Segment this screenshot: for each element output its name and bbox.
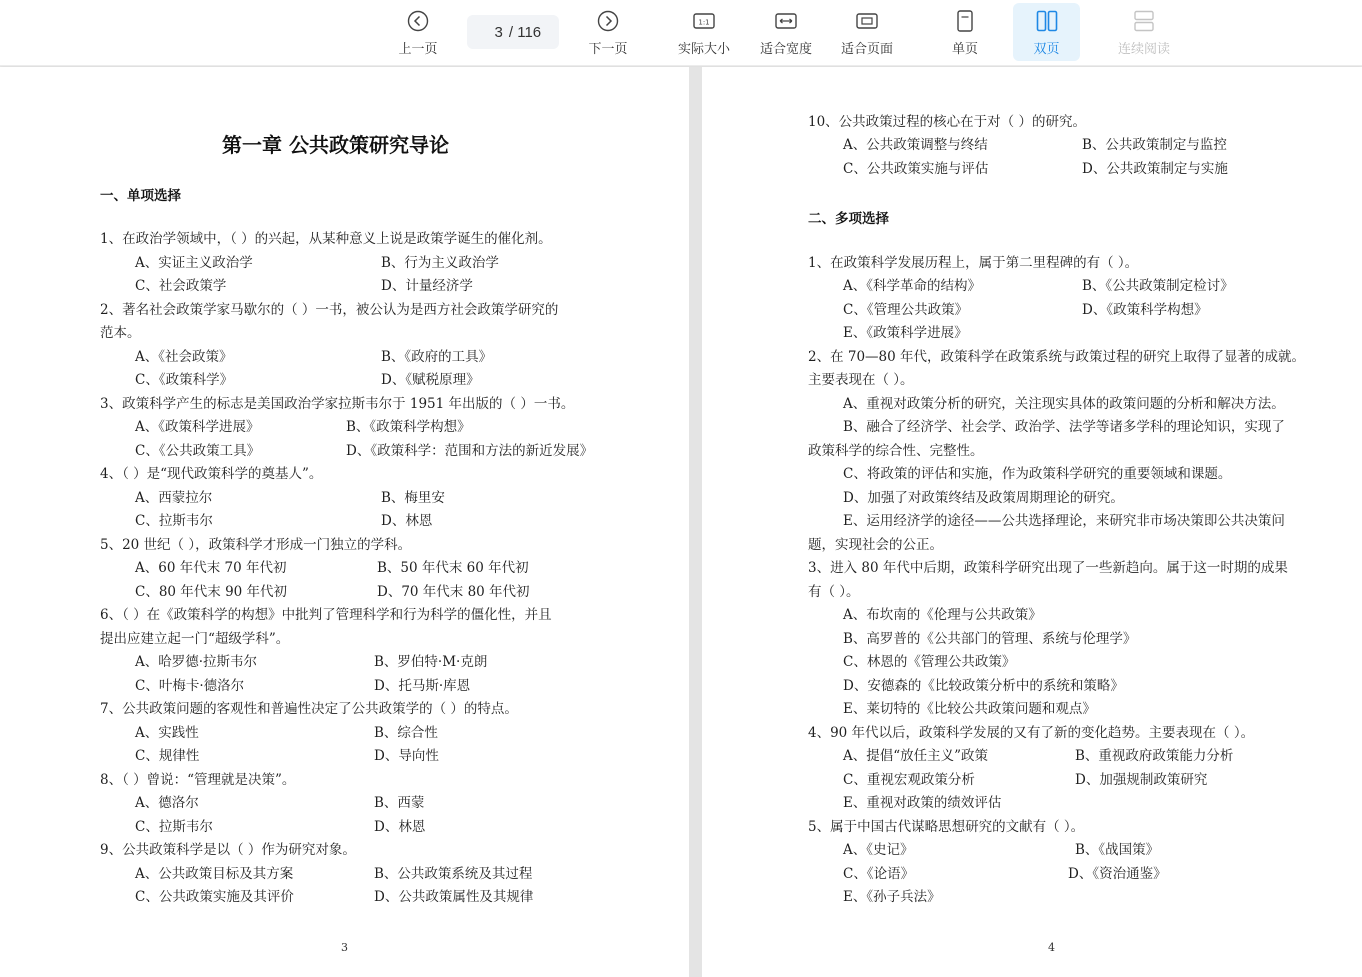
question-line: 3、政策科学产生的标志是美国政治学家拉斯韦尔于 1951 年出版的（ ）一书。 (100, 396, 575, 412)
prev-page-label: 上一页 (398, 41, 438, 56)
question-line: 2、在 70—80 年代，政策科学在政策系统与政策过程的研究上取得了显著的成就。 (808, 349, 1306, 365)
option-line: C、《公共政策工具》 (135, 443, 261, 459)
viewer-toolbar (0, 0, 1362, 66)
option-line: D、加强规制政策研究 (1075, 772, 1208, 788)
option-line: B、综合性 (374, 725, 438, 741)
option-line: A、60 年代末 70 年代初 (135, 560, 287, 576)
question-line: 主要表现在（ ）。 (808, 372, 914, 388)
page-number: 3 (341, 941, 348, 954)
fit-page-icon (856, 6, 878, 36)
option-line: D、70 年代末 80 年代初 (377, 584, 530, 600)
section-title-single-choice: 一、单项选择 (100, 188, 181, 204)
option-line: D、托马斯·库恩 (374, 678, 471, 694)
single-page-button[interactable] (942, 6, 988, 60)
actual-size-icon (693, 6, 715, 36)
chapter-title: 第一章 公共政策研究导论 (222, 133, 449, 157)
option-line: B、重视政府政策能力分析 (1075, 748, 1234, 764)
option-line: A、哈罗德·拉斯韦尔 (135, 654, 258, 670)
question-line: 5、20 世纪（ ），政策科学才形成一门独立的学科。 (100, 537, 412, 553)
option-line: D、《政策科学构想》 (1082, 302, 1208, 318)
actual-size-label: 实际大小 (677, 41, 730, 56)
option-line: C、公共政策实施及其评价 (135, 889, 294, 905)
chevron-left-icon (407, 6, 429, 36)
option-line: C、重视宏观政策分析 (843, 772, 975, 788)
section-title-multiple-choice: 二、多项选择 (808, 211, 889, 227)
option-line: A、公共政策调整与终结 (843, 137, 988, 153)
option-line: D、《资治通鉴》 (1068, 866, 1167, 882)
option-line: A、重视对政策分析的研究，关注现实具体的政策问题的分析和解决方法。 (843, 396, 1285, 412)
option-line: E、《政策科学进展》 (843, 325, 968, 341)
continuous-reading-label: 连续阅读 (1117, 41, 1170, 56)
option-line: C、拉斯韦尔 (135, 819, 213, 835)
option-line: A、西蒙拉尔 (135, 490, 213, 506)
option-line: C、林恩的《管理公共政策》 (843, 654, 1016, 670)
question-line: 4、90 年代以后，政策科学发展的又有了新的变化趋势。主要表现在（ ）。 (808, 725, 1255, 741)
option-line: B、公共政策制定与监控 (1082, 137, 1227, 153)
question-line: 1、在政策科学发展历程上，属于第二里程碑的有（ ）。 (808, 255, 1139, 271)
option-line: B、50 年代末 60 年代初 (377, 560, 529, 576)
option-line: E、运用经济学的途径——公共选择理论，来研究非市场决策即公共决策问 (843, 513, 1285, 529)
option-line: B、《政府的工具》 (381, 349, 493, 365)
question-line: 1、在政治学领域中，（ ）的兴起，从某种意义上说是政策学诞生的催化剂。 (100, 231, 552, 247)
question-line: 提出应建立起一门“超级学科”。 (100, 631, 290, 647)
fit-width-icon (775, 6, 797, 36)
question-line: 3、进入 80 年代中后期，政策科学研究出现了一些新趋向。属于这一时期的成果 (808, 560, 1288, 576)
continuous-reading-button[interactable] (1112, 6, 1176, 60)
option-line: B、罗伯特·M·克朗 (374, 654, 488, 670)
option-line: B、公共政策系统及其过程 (374, 866, 533, 882)
question-line: 10、公共政策过程的核心在于对（ ）的研究。 (808, 114, 1086, 130)
option-line: D、《政策科学：范围和方法的新近发展》 (346, 443, 594, 459)
fit-width-button[interactable] (755, 6, 817, 60)
total-pages: / 116 (508, 23, 542, 41)
chevron-right-icon (597, 6, 619, 36)
option-line: C、将政策的评估和实施，作为政策科学研究的重要领域和课题。 (843, 466, 1232, 482)
option-line: A、实证主义政治学 (135, 255, 253, 271)
fit-width-label: 适合宽度 (759, 41, 812, 56)
page-indicator (467, 15, 559, 49)
next-page-button[interactable] (583, 6, 633, 60)
question-line: 8、（ ）曾说：“管理就是决策”。 (100, 772, 296, 788)
question-line: 范本。 (100, 325, 141, 341)
option-line: C、规律性 (135, 748, 200, 764)
option-line: A、德洛尔 (135, 795, 199, 811)
option-line: B、梅里安 (381, 490, 445, 506)
option-line: E、《孙子兵法》 (843, 889, 941, 905)
option-line: D、公共政策属性及其规律 (374, 889, 534, 905)
option-line: A、《政策科学进展》 (135, 419, 260, 435)
question-line: 7、公共政策问题的客观性和普遍性决定了公共政策学的（ ）的特点。 (100, 701, 518, 717)
option-line: A、《科学革命的结构》 (843, 278, 981, 294)
option-line: D、公共政策制定与实施 (1082, 161, 1228, 177)
question-line: 4、（ ）是“现代政策科学的奠基人”。 (100, 466, 323, 482)
option-line: A、《史记》 (843, 842, 914, 858)
actual-size-button[interactable] (673, 6, 735, 60)
next-page-label: 下一页 (588, 41, 628, 56)
option-line: D、林恩 (374, 819, 426, 835)
option-line: B、融合了经济学、社会学、政治学、法学等诸多学科的理论知识，实现了 (843, 419, 1285, 435)
option-line: D、计量经济学 (381, 278, 473, 294)
option-line: E、莱切特的《比较公共政策问题和观点》 (843, 701, 1096, 717)
option-line: C、公共政策实施与评估 (843, 161, 989, 177)
single-page-label: 单页 (951, 41, 978, 56)
option-line: C、《政策科学》 (135, 372, 234, 388)
option-line: D、导向性 (374, 748, 439, 764)
question-line: 有（ ）。 (808, 584, 860, 600)
option-line: B、行为主义政治学 (381, 255, 499, 271)
page-number: 4 (1048, 941, 1055, 954)
option-line: E、重视对政策的绩效评估 (843, 795, 1002, 811)
option-line: D、安德森的《比较政策分析中的系统和策略》 (843, 678, 1124, 694)
double-page-icon (1036, 6, 1058, 36)
option-line: B、《公共政策制定检讨》 (1082, 278, 1234, 294)
option-line: D、加强了对政策终结及政策周期理论的研究。 (843, 490, 1124, 506)
option-line: A、布坎南的《伦理与公共政策》 (843, 607, 1042, 623)
option-line: A、公共政策目标及其方案 (135, 866, 294, 882)
option-line: D、《赋税原理》 (381, 372, 480, 388)
page-divider (689, 67, 702, 977)
option-line: C、80 年代末 90 年代初 (135, 584, 288, 600)
option-line: C、拉斯韦尔 (135, 513, 213, 529)
document-page-left (0, 67, 689, 977)
question-line: 5、属于中国古代谋略思想研究的文献有（ ）。 (808, 819, 1085, 835)
option-line: B、《战国策》 (1075, 842, 1160, 858)
fit-page-label: 适合页面 (840, 41, 893, 56)
option-line: C、《管理公共政策》 (843, 302, 969, 318)
question-line: 6、（ ）在《政策科学的构想》中批判了管理科学和行为科学的僵化性，并且 (100, 607, 552, 623)
option-line: B、《政策科学构想》 (346, 419, 471, 435)
option-line: 题，实现社会的公正。 (808, 537, 943, 553)
continuous-reading-icon (1133, 6, 1155, 36)
fit-page-button[interactable] (836, 6, 898, 60)
question-line: 9、公共政策科学是以（ ）作为研究对象。 (100, 842, 356, 858)
option-line: A、《社会政策》 (135, 349, 233, 365)
page-number-input[interactable] (485, 24, 503, 41)
prev-page-button[interactable] (393, 6, 443, 60)
double-page-label: 双页 (1033, 41, 1060, 56)
option-line: C、《论语》 (843, 866, 915, 882)
option-line: C、叶梅卡·德洛尔 (135, 678, 245, 694)
single-page-icon (956, 6, 974, 36)
option-line: D、林恩 (381, 513, 433, 529)
option-line: A、提倡“放任主义”政策 (843, 748, 989, 764)
document-page-right (702, 67, 1362, 977)
option-line: A、实践性 (135, 725, 199, 741)
option-line: B、高罗普的《公共部门的管理、系统与伦理学》 (843, 631, 1137, 647)
svg-text:1:1: 1:1 (698, 18, 710, 27)
option-line: B、西蒙 (374, 795, 425, 811)
option-line: C、社会政策学 (135, 278, 227, 294)
question-line: 2、著名社会政策学家马歇尔的（ ）一书，被公认为是西方社会政策学研究的 (100, 302, 559, 318)
double-page-button[interactable] (1013, 3, 1080, 61)
option-line: 政策科学的综合性、完整性。 (808, 443, 984, 459)
